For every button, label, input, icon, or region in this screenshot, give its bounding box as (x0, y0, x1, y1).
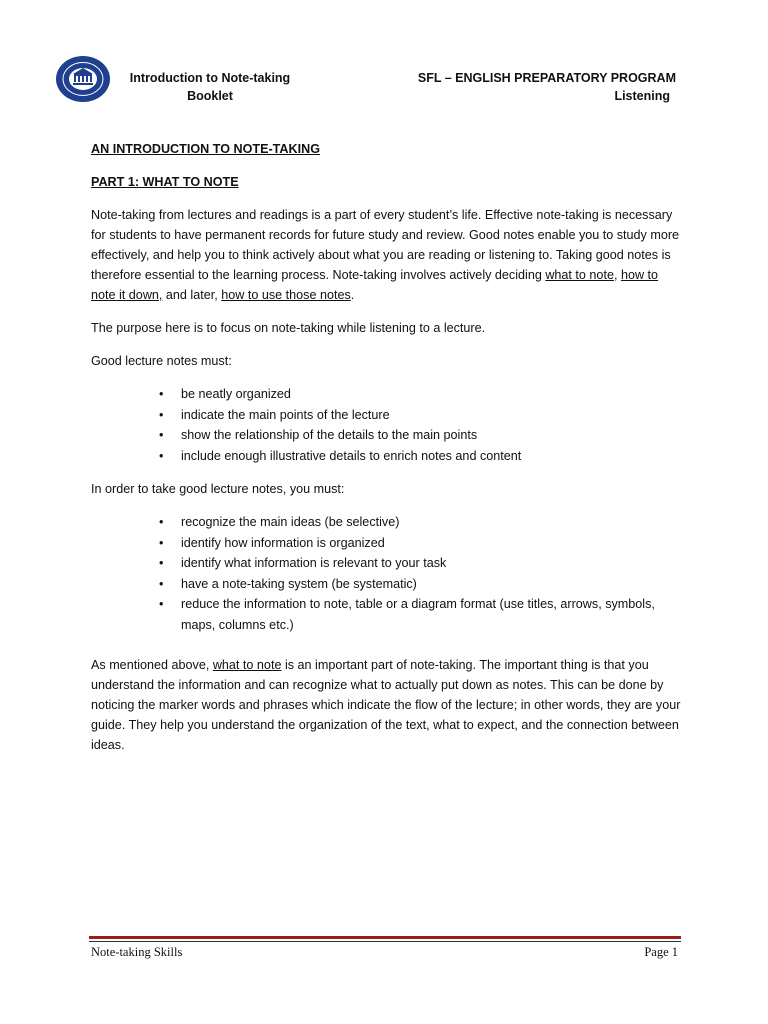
list-item (159, 574, 681, 595)
bullet-icon: • (159, 387, 164, 401)
paragraph-intro-text: Note-taking from lectures and readings is a part of every student’s life. Effective note-taking is necessary for students to have permanent records for future study and review. Good notes enable you to study more effectively, and help you to think actively about what you are reading or listening to. Taking good notes is therefore essential to the learning process. Note-taking involves actively deciding (91, 208, 680, 282)
bullet-icon: • (159, 515, 164, 529)
list-item-text: identify how information is organized (181, 535, 385, 550)
underline-how-to-note: how to note it down, (91, 268, 659, 302)
section-heading: PART 1: WHAT TO NOTE (91, 175, 239, 189)
bullet-icon: • (159, 597, 164, 611)
header-left-line2: Booklet (187, 89, 233, 103)
footer-title: Note-taking Skills (91, 945, 183, 959)
paragraph-intro (91, 205, 681, 305)
list-item (159, 594, 681, 635)
underline-how-to-use: how to use those notes (221, 288, 351, 302)
list-item (159, 533, 681, 554)
list-item-text: indicate the main points of the lecture (181, 407, 390, 422)
paragraph-text: is an important part of note-taking. The important thing is that you understand the information and can recognize what to actually put down as notes. This can be done by noticing the marker words and phrases which indicate the flow of the lecture; in other words, they are your guide. They help you understand the organization of the text, what to expect, and the connection between ideas. (91, 658, 681, 752)
text-separator: and later, (162, 288, 222, 302)
underline-what-to-note: what to note (545, 268, 614, 282)
university-seal-logo (55, 55, 111, 103)
underline-what-to-note: what to note (212, 658, 282, 672)
list-item (159, 425, 681, 446)
list-item-text: include enough illustrative details to enrich notes and content (181, 448, 522, 463)
header-program-title (376, 69, 676, 105)
header-right-line1: SFL – ENGLISH PREPARATORY PROGRAM (417, 71, 676, 85)
paragraph-text: As mentioned above, (91, 658, 213, 672)
list-item (159, 553, 681, 574)
header-booklet-title (120, 69, 300, 105)
list-item-text: be neatly organized (181, 387, 291, 401)
list-item (159, 405, 681, 426)
list-item (159, 446, 681, 467)
bullet-icon: • (159, 576, 164, 591)
bullet-icon: • (159, 448, 164, 463)
footer-rule-red (89, 936, 681, 939)
footer-rule-thin (89, 941, 681, 942)
list-item-text: reduce the information to note, table or a diagram format (use titles, arrows, symbols, maps, columns etc.) (181, 597, 655, 632)
paragraph-purpose: The purpose here is to focus on note-taking while listening to a lecture. (91, 321, 486, 335)
bullet-icon: • (159, 407, 164, 422)
header-right-line2: Listening (614, 89, 670, 103)
list-item-text: identify what information is relevant to your task (181, 556, 447, 570)
text-separator: , (613, 268, 621, 282)
document-body (91, 139, 681, 755)
list-item (159, 384, 681, 405)
list1-intro: Good lecture notes must: (91, 354, 232, 368)
page-number: Page 1 (644, 945, 678, 959)
paragraph-marker-words (91, 655, 681, 755)
document-title: AN INTRODUCTION TO NOTE-TAKING (91, 142, 321, 156)
bullet-icon: • (159, 535, 164, 550)
text-period: . (350, 288, 355, 302)
bullet-icon: • (159, 556, 164, 570)
list2-intro: In order to take good lecture notes, you must: (91, 482, 345, 496)
how-to-take-notes-list (91, 512, 681, 635)
header-left-line1: Introduction to Note-taking (129, 71, 291, 85)
list-item-text: recognize the main ideas (be selective) (181, 515, 400, 529)
list-item (159, 512, 681, 533)
good-notes-list (91, 384, 681, 466)
bullet-icon: • (159, 428, 164, 442)
list-item-text: show the relationship of the details to the main points (181, 428, 478, 442)
list-item-text: have a note-taking system (be systematic) (181, 576, 417, 591)
